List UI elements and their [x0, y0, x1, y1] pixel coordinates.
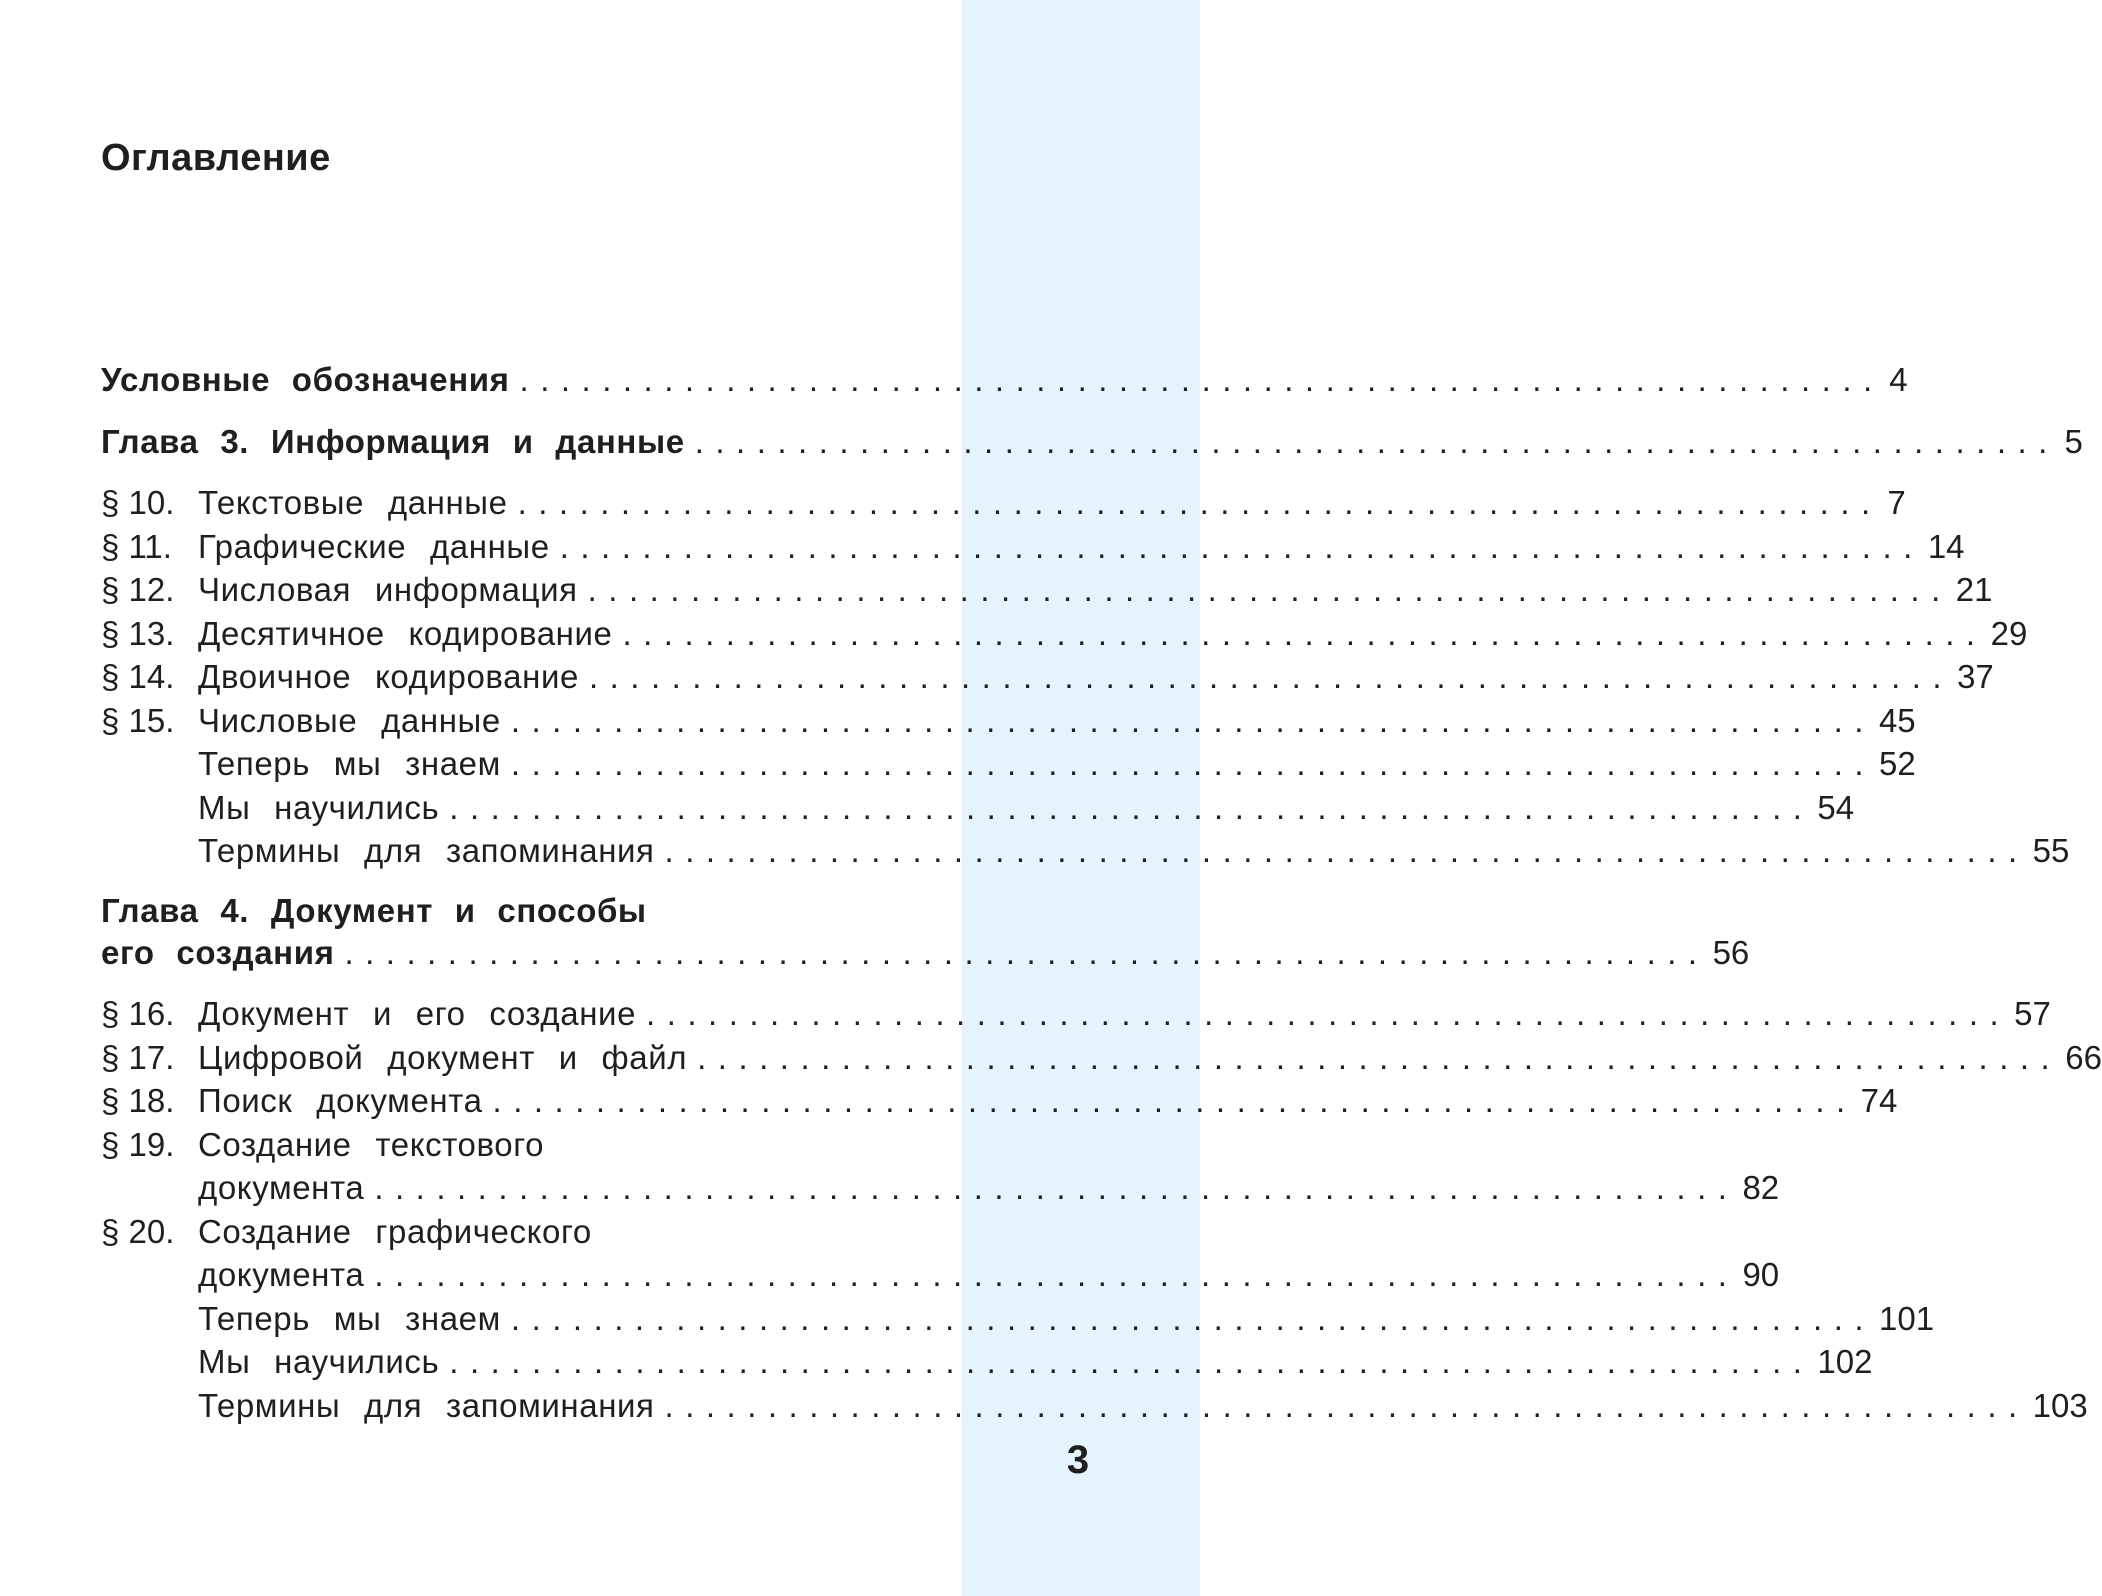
dot-leader: ..................................................................	[374, 1256, 1739, 1293]
toc-entry-label: Текстовые данные	[198, 484, 508, 521]
toc-chapter-3-summary-learned	[101, 786, 1855, 830]
toc-entry-page: 52	[1879, 745, 1916, 782]
toc-entry-page: 74	[1860, 1082, 1898, 1119]
toc-entry-label: его создания	[101, 933, 335, 971]
dot-leader: ..................................................................	[519, 361, 1884, 398]
toc-section-15	[101, 699, 1916, 743]
section-number: § 17.	[101, 1038, 175, 1076]
toc-chapter-4-summary-terms	[101, 1384, 2088, 1428]
section-number: § 12.	[101, 571, 175, 608]
dot-leader: ..................................................................	[588, 658, 1954, 695]
toc-section-16	[101, 992, 2051, 1036]
toc-section-11	[101, 525, 1965, 569]
toc-entry-page: 55	[2032, 832, 2070, 869]
toc-entry-label: документа	[198, 1169, 365, 1206]
toc-entry-label: Создание текстового	[198, 1125, 545, 1163]
dot-leader: ..................................................................	[510, 701, 1875, 739]
toc-entry-page: 103	[2032, 1386, 2088, 1424]
dot-leader: ..................................................................	[449, 788, 1814, 826]
section-number: § 15.	[101, 701, 175, 739]
toc-entry-label: Теперь мы знаем	[198, 745, 501, 782]
section-number: § 20.	[101, 1212, 175, 1250]
toc-entry-label: Цифровой документ и файл	[198, 1038, 688, 1076]
toc-chapter-3-summary-terms	[101, 829, 2070, 873]
toc-entry-label: Создание графического	[198, 1212, 592, 1250]
toc-entry-label: Двоичное кодирование	[198, 658, 579, 695]
toc-entry-label: Условные обозначения	[101, 361, 510, 398]
toc-entry-page: 66	[2065, 1038, 2102, 1076]
toc-entry-page: 5	[2064, 422, 2083, 460]
section-number: § 19.	[101, 1125, 175, 1163]
dot-leader: ..................................................................	[587, 571, 1952, 608]
section-number: § 14.	[101, 658, 175, 695]
toc-entry-label: документа	[198, 1256, 365, 1293]
table-of-contents	[101, 358, 2102, 1427]
toc-entry-page: 37	[1957, 658, 1994, 695]
toc-entry-page: 4	[1889, 361, 1908, 398]
toc-entry-page: 14	[1927, 527, 1965, 565]
toc-section-20-line1	[101, 1210, 919, 1254]
dot-leader: ..................................................................	[697, 1038, 2062, 1076]
toc-entry-legend	[101, 358, 1908, 402]
toc-chapter-3	[101, 420, 2083, 464]
toc-section-10	[101, 481, 1906, 525]
toc-entry-label: Мы научились	[198, 788, 440, 826]
toc-entry-label: Поиск документа	[198, 1082, 483, 1119]
dot-leader: ..................................................................	[374, 1169, 1739, 1206]
dot-leader: ..................................................................	[449, 1343, 1814, 1380]
dot-leader: ..................................................................	[344, 933, 1709, 971]
toc-entry-label: Глава 4. Документ и способы	[101, 891, 647, 929]
toc-title: Оглавление	[101, 137, 331, 179]
toc-section-18	[101, 1079, 1898, 1123]
toc-entry-page: 45	[1878, 701, 1916, 739]
toc-entry-page: 56	[1712, 933, 1750, 971]
section-number: § 11.	[101, 527, 172, 565]
dot-leader: ..................................................................	[517, 484, 1882, 521]
toc-entry-label: Графические данные	[198, 527, 550, 565]
toc-entry-label: Числовые данные	[198, 701, 501, 739]
section-number: § 18.	[101, 1082, 175, 1119]
toc-entry-label: Теперь мы знаем	[198, 1299, 501, 1337]
toc-entry-page: 57	[2014, 995, 2051, 1032]
toc-section-14	[101, 655, 1994, 699]
dot-leader: ..................................................................	[559, 527, 1924, 565]
toc-entry-page: 54	[1817, 788, 1855, 826]
page-number: 3	[1066, 1438, 1090, 1482]
toc-section-17	[101, 1036, 2102, 1080]
toc-entry-label: Числовая информация	[198, 571, 578, 608]
toc-entry-page: 102	[1817, 1343, 1873, 1380]
toc-entry-page: 21	[1955, 571, 1993, 608]
dot-leader: ..................................................................	[646, 995, 2011, 1032]
toc-section-19	[101, 1166, 1780, 1210]
toc-section-12	[101, 568, 1993, 612]
toc-section-19-line1	[101, 1123, 919, 1167]
dot-leader: ..................................................................	[664, 1386, 2029, 1424]
toc-entry-label: Глава 3. Информация и данные	[101, 422, 685, 460]
section-number: § 13.	[101, 614, 175, 652]
dot-leader: ..................................................................	[664, 832, 2029, 869]
toc-entry-label: Термины для запоминания	[198, 1386, 655, 1424]
dot-leader: ..................................................................	[510, 745, 1876, 782]
section-number: § 10.	[101, 484, 175, 521]
dot-leader: ..................................................................	[694, 422, 2059, 460]
toc-entry-page: 82	[1742, 1169, 1780, 1206]
toc-chapter-4-summary-learned	[101, 1340, 1873, 1384]
toc-chapter-4	[101, 931, 1750, 975]
toc-entry-label: Документ и его создание	[198, 995, 637, 1032]
toc-entry-page: 7	[1887, 484, 1906, 521]
toc-entry-page: 90	[1742, 1256, 1780, 1293]
toc-section-13	[101, 612, 2028, 656]
toc-entry-page: 101	[1879, 1299, 1935, 1337]
dot-leader: ..................................................................	[492, 1082, 1857, 1119]
toc-entry-label: Десятичное кодирование	[198, 614, 613, 652]
dot-leader: ..................................................................	[622, 614, 1987, 652]
toc-chapter-4-line1	[101, 891, 919, 931]
toc-chapter-3-summary-know	[101, 742, 1916, 786]
toc-section-20	[101, 1253, 1780, 1297]
toc-chapter-4-summary-know	[101, 1297, 1935, 1341]
toc-entry-label: Термины для запоминания	[198, 832, 655, 869]
dot-leader: ..................................................................	[510, 1299, 1876, 1337]
toc-entry-page: 29	[1990, 614, 2028, 652]
toc-entry-label: Мы научились	[198, 1343, 440, 1380]
section-number: § 16.	[101, 995, 175, 1032]
